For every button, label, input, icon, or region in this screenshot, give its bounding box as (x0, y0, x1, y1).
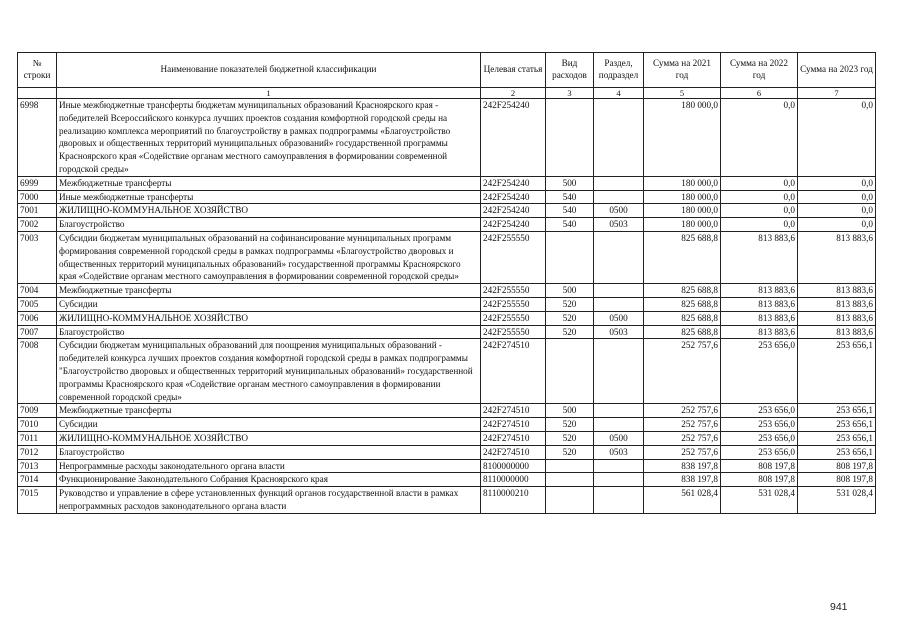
row-section (594, 99, 644, 177)
row-name: Субсидии (57, 297, 481, 311)
row-sum-2023: 0,0 (798, 204, 876, 218)
row-sum-2021: 838 197,8 (644, 459, 721, 473)
row-expense-type: 540 (546, 218, 594, 232)
row-target-code: 242F274510 (481, 404, 546, 418)
row-sum-2023: 808 197,8 (798, 459, 876, 473)
row-target-code: 242F254240 (481, 218, 546, 232)
row-sum-2021: 561 028,4 (644, 487, 721, 514)
row-section: 0500 (594, 431, 644, 445)
row-name: Межбюджетные трансферты (57, 404, 481, 418)
table-row (18, 311, 876, 325)
row-expense-type (546, 473, 594, 487)
row-number: 7007 (18, 325, 57, 339)
row-section: 0503 (594, 445, 644, 459)
row-number: 6998 (18, 99, 57, 177)
budget-table (17, 52, 876, 514)
row-target-code: 242F254240 (481, 99, 546, 177)
row-sum-2021: 252 757,6 (644, 339, 721, 404)
row-sum-2021: 180 000,0 (644, 204, 721, 218)
row-section (594, 176, 644, 190)
row-target-code: 242F255550 (481, 311, 546, 325)
table-row (18, 418, 876, 432)
row-name: Иные межбюджетные трансферты (57, 190, 481, 204)
row-target-code: 242F254240 (481, 176, 546, 190)
page-number: 941 (830, 601, 848, 613)
table-row (18, 231, 876, 283)
row-sum-2021: 252 757,6 (644, 404, 721, 418)
row-sum-2022: 253 656,0 (721, 445, 798, 459)
header-2022: Сумма на 2022 год (721, 53, 798, 88)
row-sum-2022: 531 028,4 (721, 487, 798, 514)
row-sum-2021: 838 197,8 (644, 473, 721, 487)
row-number: 7010 (18, 418, 57, 432)
row-sum-2023: 813 883,6 (798, 231, 876, 283)
table-row (18, 339, 876, 404)
row-section (594, 473, 644, 487)
row-section (594, 404, 644, 418)
table-row (18, 431, 876, 445)
row-name: Благоустройство (57, 325, 481, 339)
row-target-code: 242F255550 (481, 231, 546, 283)
row-section (594, 190, 644, 204)
row-name: Межбюджетные трансферты (57, 176, 481, 190)
row-number: 7000 (18, 190, 57, 204)
row-expense-type: 540 (546, 190, 594, 204)
row-sum-2022: 813 883,6 (721, 231, 798, 283)
table-row (18, 176, 876, 190)
row-sum-2023: 813 883,6 (798, 311, 876, 325)
row-sum-2023: 253 656,1 (798, 431, 876, 445)
row-target-code: 242F254240 (481, 190, 546, 204)
row-sum-2023: 253 656,1 (798, 339, 876, 404)
column-number: 1 (57, 88, 481, 99)
row-name: Благоустройство (57, 445, 481, 459)
row-sum-2022: 0,0 (721, 176, 798, 190)
row-name: Субсидии (57, 418, 481, 432)
header-name: Наименование показателей бюджетной классификации (57, 53, 481, 88)
row-sum-2021: 180 000,0 (644, 99, 721, 177)
row-sum-2022: 0,0 (721, 204, 798, 218)
column-number-row (18, 88, 876, 99)
row-target-code: 242F255550 (481, 325, 546, 339)
row-section: 0503 (594, 325, 644, 339)
row-section (594, 487, 644, 514)
row-expense-type: 500 (546, 176, 594, 190)
row-expense-type: 520 (546, 431, 594, 445)
row-sum-2021: 825 688,8 (644, 297, 721, 311)
row-sum-2023: 0,0 (798, 176, 876, 190)
row-name: ЖИЛИЩНО-КОММУНАЛЬНОЕ ХОЗЯЙСТВО (57, 204, 481, 218)
row-sum-2022: 253 656,0 (721, 431, 798, 445)
row-section: 0500 (594, 311, 644, 325)
row-name: Руководство и управление в сфере установленных функций органов государственной власти в рамках непрограммных расходов законодательного органа власти (57, 487, 481, 514)
row-sum-2022: 0,0 (721, 99, 798, 177)
row-section: 0503 (594, 218, 644, 232)
row-sum-2021: 825 688,8 (644, 325, 721, 339)
header-section: Раздел, подраздел (594, 53, 644, 88)
row-sum-2022: 808 197,8 (721, 459, 798, 473)
row-sum-2022: 253 656,0 (721, 418, 798, 432)
row-sum-2021: 825 688,8 (644, 311, 721, 325)
table-row (18, 297, 876, 311)
header-2023: Сумма на 2023 год (798, 53, 876, 88)
table-row (18, 218, 876, 232)
row-sum-2023: 253 656,1 (798, 445, 876, 459)
row-expense-type: 500 (546, 404, 594, 418)
table-row (18, 445, 876, 459)
row-expense-type: 520 (546, 311, 594, 325)
row-sum-2023: 813 883,6 (798, 297, 876, 311)
row-expense-type: 520 (546, 297, 594, 311)
row-name: Благоустройство (57, 218, 481, 232)
row-sum-2021: 825 688,8 (644, 284, 721, 298)
table-row (18, 459, 876, 473)
row-section (594, 459, 644, 473)
row-name: Иные межбюджетные трансферты бюджетам муниципальных образований Красноярского края - победителей Всероссийского конкурса лучших проектов создания комфортной городской среды на реализацию комплекса мероприятий по благоустройству в рамках подпрограммы «Благоустройство дворовых и общественных территорий муниципальных образований» государственной программы Красноярского края «Содействие органам местного самоуправления в формировании современной городской среды» (57, 99, 481, 177)
row-target-code: 8110000210 (481, 487, 546, 514)
row-target-code: 242F274510 (481, 445, 546, 459)
row-target-code: 8100000000 (481, 459, 546, 473)
row-number: 7006 (18, 311, 57, 325)
row-number: 7002 (18, 218, 57, 232)
row-sum-2023: 808 197,8 (798, 473, 876, 487)
row-target-code: 242F255550 (481, 284, 546, 298)
row-sum-2022: 813 883,6 (721, 325, 798, 339)
row-number: 7003 (18, 231, 57, 283)
row-sum-2021: 252 757,6 (644, 445, 721, 459)
row-name: Субсидии бюджетам муниципальных образований на софинансирование муниципальных программ формирования современной городской среды в рамках подпрограммы «Благоустройство дворовых и общественных территорий муниципальных образований» государственной программы Красноярского края «Содействие органам местного самоуправления в формировании современной городской среды» (57, 231, 481, 283)
row-target-code: 8110000000 (481, 473, 546, 487)
row-name: Межбюджетные трансферты (57, 284, 481, 298)
row-sum-2023: 0,0 (798, 190, 876, 204)
row-sum-2021: 252 757,6 (644, 431, 721, 445)
row-target-code: 242F274510 (481, 418, 546, 432)
row-sum-2021: 252 757,6 (644, 418, 721, 432)
row-number: 7008 (18, 339, 57, 404)
table-row (18, 284, 876, 298)
row-sum-2023: 253 656,1 (798, 404, 876, 418)
row-target-code: 242F255550 (481, 297, 546, 311)
row-expense-type (546, 487, 594, 514)
column-number: 5 (644, 88, 721, 99)
table-row (18, 487, 876, 514)
table-row (18, 190, 876, 204)
row-target-code: 242F274510 (481, 339, 546, 404)
row-target-code: 242F274510 (481, 431, 546, 445)
row-name: ЖИЛИЩНО-КОММУНАЛЬНОЕ ХОЗЯЙСТВО (57, 311, 481, 325)
table-body (18, 99, 876, 514)
table-row (18, 204, 876, 218)
row-sum-2021: 825 688,8 (644, 231, 721, 283)
row-name: ЖИЛИЩНО-КОММУНАЛЬНОЕ ХОЗЯЙСТВО (57, 431, 481, 445)
header-2021: Сумма на 2021 год (644, 53, 721, 88)
row-expense-type (546, 231, 594, 283)
row-number: 7009 (18, 404, 57, 418)
row-number: 7011 (18, 431, 57, 445)
row-name: Непрограммные расходы законодательного органа власти (57, 459, 481, 473)
header-code: Целевая статья (481, 53, 546, 88)
row-sum-2021: 180 000,0 (644, 218, 721, 232)
table-row (18, 404, 876, 418)
row-sum-2022: 808 197,8 (721, 473, 798, 487)
header-vid: Вид расходов (546, 53, 594, 88)
row-section (594, 339, 644, 404)
row-expense-type: 520 (546, 418, 594, 432)
row-sum-2023: 813 883,6 (798, 284, 876, 298)
column-number (18, 88, 57, 99)
row-sum-2022: 813 883,6 (721, 284, 798, 298)
row-section (594, 297, 644, 311)
row-sum-2022: 813 883,6 (721, 297, 798, 311)
row-name: Функционирование Законодательного Собрания Красноярского края (57, 473, 481, 487)
row-number: 6999 (18, 176, 57, 190)
header-num: № строки (18, 53, 57, 88)
row-sum-2022: 0,0 (721, 218, 798, 232)
row-expense-type: 540 (546, 204, 594, 218)
row-sum-2022: 813 883,6 (721, 311, 798, 325)
column-number: 2 (481, 88, 546, 99)
column-number: 3 (546, 88, 594, 99)
row-number: 7004 (18, 284, 57, 298)
row-section (594, 418, 644, 432)
row-expense-type: 520 (546, 325, 594, 339)
row-sum-2023: 0,0 (798, 218, 876, 232)
row-target-code: 242F254240 (481, 204, 546, 218)
row-sum-2023: 0,0 (798, 99, 876, 177)
row-sum-2023: 253 656,1 (798, 418, 876, 432)
row-number: 7001 (18, 204, 57, 218)
row-expense-type (546, 459, 594, 473)
column-number: 4 (594, 88, 644, 99)
row-expense-type: 500 (546, 284, 594, 298)
row-expense-type: 520 (546, 445, 594, 459)
row-sum-2022: 253 656,0 (721, 339, 798, 404)
row-section (594, 284, 644, 298)
row-sum-2023: 813 883,6 (798, 325, 876, 339)
row-sum-2021: 180 000,0 (644, 176, 721, 190)
row-name: Субсидии бюджетам муниципальных образований для поощрения муниципальных образований - победителей конкурса лучших проектов создания комфортной городской среды в рамках подпрограммы "Благоустройство дворовых и общественных территорий муниципальных образований» государственной программы Красноярского края «Содействие органам местного самоуправления в формировании современной городской среды» (57, 339, 481, 404)
row-sum-2022: 0,0 (721, 190, 798, 204)
row-number: 7015 (18, 487, 57, 514)
row-number: 7013 (18, 459, 57, 473)
row-number: 7005 (18, 297, 57, 311)
table-row (18, 99, 876, 177)
row-sum-2022: 253 656,0 (721, 404, 798, 418)
table-row (18, 473, 876, 487)
row-sum-2023: 531 028,4 (798, 487, 876, 514)
column-number: 6 (721, 88, 798, 99)
row-section: 0500 (594, 204, 644, 218)
row-expense-type (546, 99, 594, 177)
row-expense-type (546, 339, 594, 404)
column-number: 7 (798, 88, 876, 99)
row-number: 7014 (18, 473, 57, 487)
row-section (594, 231, 644, 283)
header-row (18, 53, 876, 88)
row-sum-2021: 180 000,0 (644, 190, 721, 204)
table-row (18, 325, 876, 339)
row-number: 7012 (18, 445, 57, 459)
